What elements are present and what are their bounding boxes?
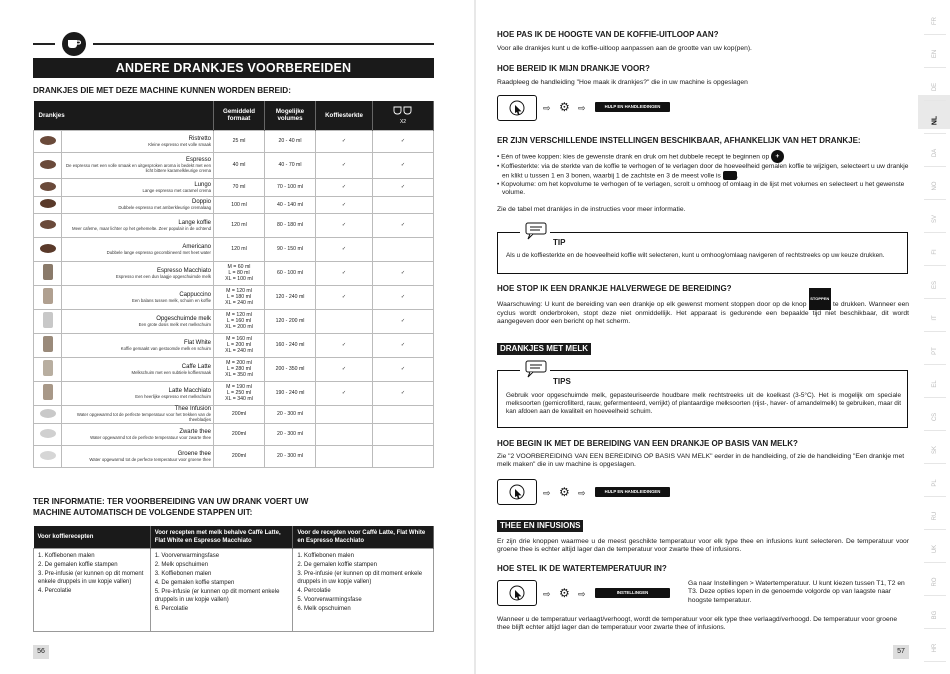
- drink-format: M = 60 ml L = 80 ml XL = 100 ml: [214, 261, 265, 285]
- col-volumes: Mogelijke volumes: [265, 101, 316, 130]
- language-tab-pt[interactable]: PT: [932, 347, 938, 355]
- drink-desc: Lange espresso met caramel crema: [142, 187, 211, 193]
- language-tab-es[interactable]: ES: [932, 281, 938, 290]
- arrow-icon: ⇨: [578, 589, 586, 599]
- recipe-step: 1. Voorverwarmingsfase: [154, 553, 220, 559]
- drink-desc: Een grote dosis melk met melkschuim: [138, 321, 211, 327]
- drink-strength: ✓: [316, 152, 373, 178]
- q2-title: HOE BEREID IK MIJN DRANKJE VOOR?: [497, 64, 650, 73]
- drink-strength: ✓: [316, 381, 373, 405]
- col-drankjes: Drankjes: [34, 101, 214, 130]
- recipe-step: 2. De gemalen koffie stampen: [297, 562, 377, 568]
- arrow-icon: ⇨: [578, 103, 586, 113]
- language-separator: [924, 397, 946, 398]
- language-separator: [924, 232, 946, 233]
- q4-title: HOE STOP IK EEN DRANKJE HALVERWEGE DE BEREIDING?: [497, 284, 732, 293]
- drink-strength: ✓: [316, 213, 373, 237]
- q1-title: HOE PAS IK DE HOOGTE VAN DE KOFFIE-UITLOOP AAN?: [497, 30, 719, 39]
- drink-volume: 70 - 100 ml: [265, 178, 316, 196]
- drink-volume: 20 - 300 ml: [265, 423, 316, 445]
- tea-section-bar: THEE EN INFUSIONS: [497, 520, 583, 532]
- language-separator: [924, 100, 946, 101]
- drink-volume: 60 - 100 ml: [265, 261, 316, 285]
- language-separator: [924, 430, 946, 431]
- drink-format: M = 120 ml L = 180 ml XL = 240 ml: [214, 285, 265, 309]
- language-tab-de[interactable]: DE: [932, 82, 938, 92]
- language-separator: [924, 628, 946, 629]
- tip-text: Als u de koffiesterkte en de hoeveelheid koffie wilt selecteren, kunt u omhoog/omlaag navigeren of rechtstreeks op uw keuze drukken.: [506, 252, 885, 259]
- language-tab-fi[interactable]: FI: [932, 249, 938, 255]
- drink-volume: 20 - 300 ml: [265, 405, 316, 423]
- language-tab-el[interactable]: EL: [932, 380, 938, 388]
- q6-text: Wanneer u de temperatuur verlaagt/verhoogt, wordt de temperatuur voor elk type thee verlaagd/verhoogd. De temperatuur voor groene thee blijft echter altijd lager dan de temperatuur voor zwarte thee of infusions.: [497, 616, 898, 632]
- drink-volume: 90 - 150 ml: [265, 237, 316, 261]
- recipe-step: 4. Percolatie: [297, 587, 331, 594]
- tips-text: Gebruik voor opgeschuimde melk, gepasteuriseerde houdbare melk rechtstreeks uit de koelkast (3-5°C). Het is mogelijk om speciale melksoorten (gemicrofilterd, rauw, gefermenteerd, verrijkt) of plantaardige melksoorten (rijst-, haver- of amandelmelk) te gebruiken, maar dit kan afdoen aan de kwaliteit en hoeveelheid schuim.: [506, 392, 901, 415]
- touchscreen-icon: [497, 479, 537, 505]
- drink-desc: Koffie gemaakt van gestoomde melk en schuim: [120, 345, 211, 351]
- language-tab-pl[interactable]: PL: [932, 479, 938, 487]
- bullet-strength: • Koffiesterkte: via de sterkte van de koffie te verhogen of te verlagen door de hoeveelheid gemalen koffie te wijzigen, selecteert u uw drankje en klikt u tussen 1 en 3 bonen, waarbij 1 de zachtste en 3 de meest volle is .: [497, 163, 909, 180]
- language-tab-sk[interactable]: SK: [932, 446, 938, 455]
- drink-format: M = 160 ml L = 200 ml XL = 240 ml: [214, 333, 265, 357]
- language-separator: [924, 34, 946, 35]
- drink-format: 100 ml: [214, 196, 265, 213]
- language-tab-ru[interactable]: RU: [932, 511, 938, 521]
- drink-volume: 40 - 140 ml: [265, 196, 316, 213]
- drink-name: Flat White: [183, 339, 211, 346]
- drink-strength: ✓: [316, 285, 373, 309]
- settings-button: INSTELLINGEN: [595, 588, 670, 598]
- q4-text: Waarschuwing: U kunt de bereiding van een drankje op elk gewenst moment stoppen door op de knop STOPPEN te drukken. Wanneer een cyclus wordt onderbroken, stopt deze niet onmiddellijk. Het apparaat is gedurende een bepaalde tijd niet beschikbaar, dit wordt aangegeven door een bericht op het scherm.: [497, 298, 909, 327]
- touchscreen-icon: [497, 95, 537, 121]
- drink-x2: ✓: [373, 130, 434, 152]
- q1-text: Voor alle drankjes kunt u de koffie-uitloop aanpassen aan de grootte van uw kop(pen).: [497, 45, 752, 52]
- language-tab-bg[interactable]: BG: [932, 610, 938, 620]
- page-number-right: 57: [893, 645, 909, 659]
- q5-title: HOE BEGIN IK MET DE BEREIDING VAN EEN DRANKJE OP BASIS VAN MELK?: [497, 439, 798, 448]
- drink-strength: ✓: [316, 237, 373, 261]
- tea-text: Er zijn drie knoppen waarmee u de meest geschikte temperatuur voor elk type thee en infusions kunt selecteren. De temperatuur voor groene thee is echter altijd lager dan de temperatuur voor zwarte thee of infusions.: [497, 538, 909, 554]
- section-banner: ANDERE DRANKJES VOORBEREIDEN: [33, 58, 434, 78]
- drink-strength: ✓: [316, 261, 373, 285]
- drink-x2: ✓: [373, 381, 434, 405]
- q6-side-text: Ga naar Instellingen > Watertemperatuur. U kunt kiezen tussen T1, T2 en T3. Deze opties lopen in de genoemde volgorde op van laagste naar hoogste temperatuur.: [688, 580, 905, 604]
- drink-volume: 160 - 240 ml: [265, 333, 316, 357]
- drink-desc: Kleine espresso met volle smaak: [148, 141, 211, 147]
- drink-volume: 20 - 300 ml: [265, 445, 316, 467]
- drink-format: 200ml: [214, 445, 265, 467]
- recipe-header-latte: Voor de recepten voor Caffè Latte, Flat White en Espresso Macchiato: [293, 526, 434, 549]
- drink-x2: ✓: [373, 333, 434, 357]
- drink-name: Espresso Macchiato: [156, 267, 211, 274]
- language-tab-en[interactable]: EN: [932, 49, 938, 59]
- drink-name: Caffe Latte: [181, 363, 211, 370]
- drink-name: Thee Infusion: [174, 406, 211, 412]
- drink-name: Ristretto: [188, 135, 211, 142]
- drink-name: Groene thee: [177, 450, 211, 457]
- drink-x2: ✓: [373, 152, 434, 178]
- drink-format: 40 ml: [214, 152, 265, 178]
- settings-bullets: [497, 150, 909, 197]
- gear-icon: ⚙: [559, 485, 570, 499]
- help-button: HULP EN HANDLEIDINGEN: [595, 487, 670, 497]
- drink-desc: Dubbele lange espresso gecombineerd met heet water: [106, 249, 211, 255]
- col-format: Gemiddeld formaat: [214, 101, 265, 130]
- language-tab-nl[interactable]: NL: [931, 115, 939, 126]
- drink-name: Opgeschuimde melk: [156, 315, 211, 322]
- page-number-left: 56: [33, 645, 49, 659]
- drink-volume: 20 - 40 ml: [265, 130, 316, 152]
- drink-format: 70 ml: [214, 178, 265, 196]
- tips-label: TIPS: [553, 377, 571, 386]
- drink-name: Lange koffie: [178, 219, 211, 226]
- q5-text: Zie "2 VOORBEREIDING VAN EEN BEREIDING OP BASIS VAN MELK" eerder in de handleiding, of zie de handleiding "Een drankje met melk maken" die in uw machine is opgeslagen.: [497, 453, 905, 469]
- language-separator: [924, 364, 946, 365]
- recipe-header-milk: Voor recepten met melk behalve Caffè Latte, Flat White en Espresso Macchiato: [150, 526, 293, 549]
- drink-x2: ✓: [373, 213, 434, 237]
- language-separator: [924, 265, 946, 266]
- recipe-step: 5. Pre-infusie (er kunnen op dit moment enkele druppels in uw kopje vallen): [154, 589, 280, 603]
- drink-name: Lungo: [194, 181, 211, 188]
- language-separator: [924, 67, 946, 68]
- drink-strength: ✓: [316, 357, 373, 381]
- col-x2: X2: [373, 101, 434, 130]
- language-separator: [924, 496, 946, 497]
- recipe-step: 1. Koffiebonen malen: [297, 553, 354, 559]
- drink-format: 200ml: [214, 423, 265, 445]
- language-separator: [924, 529, 946, 530]
- milk-section-bar: DRANKJES MET MELK: [497, 343, 591, 355]
- drink-name: Cappuccino: [179, 291, 211, 298]
- drink-x2: ✓: [373, 309, 434, 333]
- language-separator: [924, 562, 946, 563]
- drink-strength: ✓: [316, 178, 373, 196]
- gear-icon: ⚙: [559, 586, 570, 600]
- gear-icon: ⚙: [559, 100, 570, 114]
- drink-format: M = 190 ml L = 250 ml XL = 340 ml: [214, 381, 265, 405]
- tips-bubble-icon: [520, 360, 550, 378]
- language-tab-sv[interactable]: SV: [932, 215, 938, 224]
- drink-desc: Melkschuim met een subtiele koffiesmaak: [131, 369, 211, 375]
- tip-bubble-icon: [520, 222, 550, 240]
- drink-desc: Meer cafeïne, maar lichter op het gehemelte. Zeer populair in de ochtend: [71, 225, 211, 231]
- language-separator: [924, 463, 946, 464]
- drink-desc: Water opgewarmd tot de perfecte temperatuur voor groene thee: [89, 456, 211, 462]
- recipe-step: 3. Koffiebonen malen: [154, 571, 212, 577]
- bullet-cups: • Eén of twee koppen: kies de gewenste drank en druk om het dubbele recept te beginnen op +: [497, 150, 909, 163]
- drink-name: Espresso: [185, 157, 211, 163]
- drink-x2: ✓: [373, 261, 434, 285]
- drink-volume: 40 - 70 ml: [265, 152, 316, 178]
- q3-title: ER ZIJN VERSCHILLENDE INSTELLINGEN BESCHIKBAAR, AFHANKELIJK VAN HET DRANKJE:: [497, 136, 861, 145]
- language-separator: [924, 298, 946, 299]
- drink-name: Doppio: [191, 199, 211, 205]
- recipe-step: 5. Voorverwarmingsfase: [297, 596, 362, 603]
- drink-desc: Een balans tussen melk, schuim en koffie: [132, 297, 211, 303]
- drink-strength: ✓: [316, 196, 373, 213]
- language-sidebar: [920, 0, 950, 674]
- drink-volume: 120 - 200 ml: [265, 309, 316, 333]
- language-tab-uk[interactable]: UK: [932, 544, 938, 554]
- recipe-header-coffee: Voor koffierecepten: [34, 526, 151, 549]
- q6-title: HOE STEL IK DE WATERTEMPERATUUR IN?: [497, 564, 667, 573]
- touchscreen-icon: [497, 580, 537, 606]
- drink-strength: ✓: [316, 333, 373, 357]
- drink-desc: Water opgewarmd tot de perfecte temperatuur voor het trekken van de theebladjes: [76, 412, 211, 422]
- language-separator: [924, 331, 946, 332]
- recipe-step: 4. De gemalen koffie stampen: [154, 580, 235, 586]
- drink-volume: 120 - 240 ml: [265, 285, 316, 309]
- drink-desc: Dubbele espresso met amberkleurige cremalaag: [118, 205, 211, 210]
- help-button: HULP EN HANDLEIDINGEN: [595, 102, 670, 112]
- language-tab-da[interactable]: DA: [932, 148, 938, 158]
- drink-format: 120 ml: [214, 237, 265, 261]
- arrow-icon: ⇨: [578, 488, 586, 498]
- language-separator: [924, 199, 946, 200]
- drink-desc: Water opgewarmd tot de perfecte temperatuur voor zwarte thee: [90, 434, 211, 440]
- q2-text: Raadpleeg de handleiding "Hoe maak ik drankjes?" die in uw machine is opgeslagen: [497, 79, 748, 86]
- recipe-step: 6. Melk opschuimen: [297, 605, 351, 612]
- drink-volume: 200 - 350 ml: [265, 357, 316, 381]
- drink-strength: ✓: [316, 130, 373, 152]
- drink-x2: ✓: [373, 178, 434, 196]
- drink-format: M = 200 ml L = 280 ml XL = 350 ml: [214, 357, 265, 381]
- beans-icon: [723, 171, 737, 180]
- language-separator: [924, 166, 946, 167]
- recipe-step: 2. De gemalen koffie stampen: [38, 562, 118, 568]
- drink-format: M = 120 ml L = 160 ml XL = 200 ml: [214, 309, 265, 333]
- drink-x2: ✓: [373, 285, 434, 309]
- language-tab-it[interactable]: IT: [932, 315, 938, 321]
- drink-desc: Een heerlijke espresso met melkschuim: [135, 393, 211, 399]
- drink-x2: ✓: [373, 357, 434, 381]
- drink-desc: De espresso met een volle smaak en uitgesproken aroma is bedekt met een licht bittere karamelkleurige crema: [66, 163, 211, 173]
- recipe-step: 4. Percolatie: [38, 587, 72, 594]
- language-tab-hr[interactable]: HR: [932, 643, 938, 653]
- language-separator: [924, 133, 946, 134]
- drink-desc: Espresso met een dun laagje opgeschuimde melk: [115, 273, 211, 279]
- col-sterkte: Koffiesterkte: [316, 101, 373, 130]
- drinks-subtitle: DRANKJES DIE MET DEZE MACHINE KUNNEN WORDEN BEREID:: [33, 86, 291, 95]
- drink-format: 120 ml: [214, 213, 265, 237]
- arrow-icon: ⇨: [543, 589, 551, 599]
- language-tab-no[interactable]: NO: [932, 181, 938, 191]
- recipe-step: 3. Pre-infusie (er kunnen op dit moment enkele druppels in uw kopje vallen): [38, 571, 144, 585]
- language-tab-cs[interactable]: CS: [932, 412, 938, 422]
- drink-name: Americano: [182, 243, 211, 250]
- drink-name: Zwarte thee: [179, 428, 211, 435]
- recipe-step: 1. Koffiebonen malen: [38, 553, 95, 559]
- drink-format: 200ml: [214, 405, 265, 423]
- tip-label: TIP: [553, 238, 566, 247]
- drink-volume: 80 - 180 ml: [265, 213, 316, 237]
- arrow-icon: ⇨: [543, 103, 551, 113]
- stop-button: STOPPEN: [809, 288, 831, 310]
- arrow-icon: ⇨: [543, 488, 551, 498]
- language-separator: [924, 661, 946, 662]
- plus-icon: +: [771, 150, 784, 163]
- language-separator: [924, 595, 946, 596]
- drink-volume: 190 - 240 ml: [265, 381, 316, 405]
- drink-name: Latte Macchiato: [168, 387, 211, 394]
- table-reference: Zie de tabel met drankjes in de instructies voor meer informatie.: [497, 206, 686, 213]
- drink-format: 25 ml: [214, 130, 265, 152]
- language-tab-ro[interactable]: RO: [932, 577, 938, 587]
- recipe-step: 2. Melk opschuimen: [154, 562, 209, 568]
- recipe-step: 3. Pre-infusie (er kunnen op dit moment enkele druppels in uw kopje vallen): [297, 571, 423, 585]
- bullet-volume: • Kopvolume: om het kopvolume te verhogen of te verlagen, scrolt u omhoog of omlaag in de lijst met volumes en selecteert u het gewenste volume.: [497, 180, 905, 196]
- language-tab-fr[interactable]: FR: [932, 17, 938, 25]
- info-title: TER INFORMATIE: TER VOORBEREIDING VAN UW DRANK VOERT UW MACHINE AUTOMATISCH DE VOLGENDE STAPPEN UIT:: [33, 497, 309, 517]
- recipe-step: 6. Percolatie: [154, 605, 189, 612]
